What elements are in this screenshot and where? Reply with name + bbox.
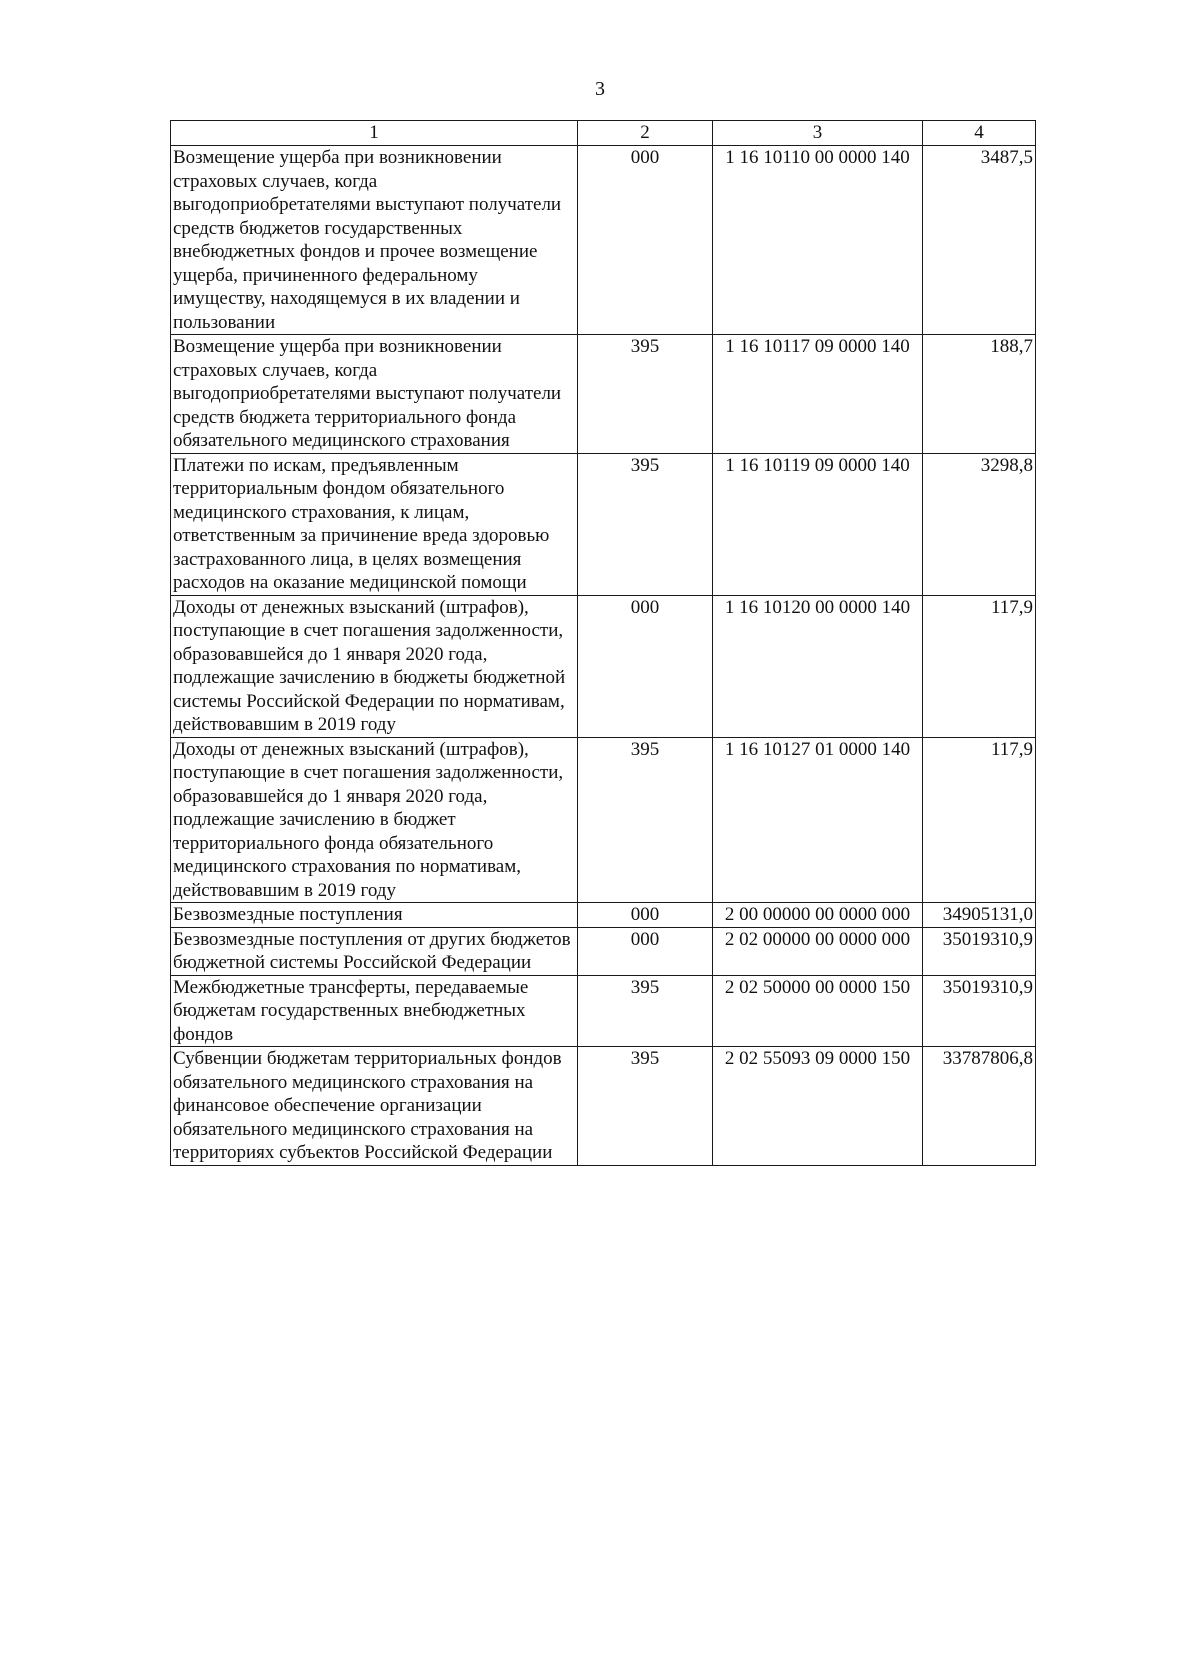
column-header-1: 1 [171,121,578,146]
income-name-cell: Безвозмездные поступления от других бюджетов бюджетной системы Российской Федерации [171,927,578,975]
administrator-code-cell: 000 [578,146,713,335]
amount-cell: 35019310,9 [923,975,1036,1047]
budget-classification-code-cell: 1 16 10120 00 0000 140 [713,595,923,737]
table-row [171,737,1036,903]
table-row [171,335,1036,454]
administrator-code-cell: 000 [578,595,713,737]
administrator-code-cell: 395 [578,1047,713,1166]
income-name-cell: Безвозмездные поступления [171,903,578,928]
table-row [171,1047,1036,1166]
page-number: 3 [595,78,605,100]
table-row [171,903,1036,928]
column-header-4: 4 [923,121,1036,146]
administrator-code-cell: 395 [578,737,713,903]
income-name-cell: Возмещение ущерба при возникновении страховых случаев, когда выгодоприобретателями выступают получатели средств бюджетов государственных внебюджетных фондов и прочее возмещение ущерба, причиненного федеральному имуществу, находящемуся в их владении и пользовании [171,146,578,335]
table-row [171,975,1036,1047]
administrator-code-cell: 395 [578,453,713,595]
budget-classification-code-cell: 1 16 10110 00 0000 140 [713,146,923,335]
amount-cell: 3298,8 [923,453,1036,595]
budget-classification-code-cell: 2 00 00000 00 0000 000 [713,903,923,928]
administrator-code-cell: 395 [578,335,713,454]
income-name-cell: Субвенции бюджетам территориальных фондов обязательного медицинского страхования на финансовое обеспечение организации обязательного медицинского страхования на территориях субъектов Российской Федерации [171,1047,578,1166]
table-row [171,595,1036,737]
table-row [171,927,1036,975]
budget-classification-code-cell: 2 02 50000 00 0000 150 [713,975,923,1047]
column-header-2: 2 [578,121,713,146]
budget-classification-code-cell: 2 02 55093 09 0000 150 [713,1047,923,1166]
budget-classification-code-cell: 1 16 10127 01 0000 140 [713,737,923,903]
column-header-3: 3 [713,121,923,146]
amount-cell: 117,9 [923,595,1036,737]
income-name-cell: Платежи по искам, предъявленным территориальным фондом обязательного медицинского страхования, к лицам, ответственным за причинение вреда здоровью застрахованного лица, в целях возмещения расходов на оказание медицинской помощи [171,453,578,595]
amount-cell: 33787806,8 [923,1047,1036,1166]
income-name-cell: Возмещение ущерба при возникновении страховых случаев, когда выгодоприобретателями выступают получатели средств бюджета территориального фонда обязательного медицинского страхования [171,335,578,454]
income-name-cell: Доходы от денежных взысканий (штрафов), поступающие в счет погашения задолженности, образовавшейся до 1 января 2020 года, подлежащие зачислению в бюджеты бюджетной системы Российской Федерации по нормативам, действовавшим в 2019 году [171,595,578,737]
budget-classification-code-cell: 1 16 10117 09 0000 140 [713,335,923,454]
table-header-row [171,121,1036,146]
amount-cell: 188,7 [923,335,1036,454]
budget-classification-code-cell: 2 02 00000 00 0000 000 [713,927,923,975]
amount-cell: 117,9 [923,737,1036,903]
amount-cell: 34905131,0 [923,903,1036,928]
table-row [171,453,1036,595]
budget-classification-code-cell: 1 16 10119 09 0000 140 [713,453,923,595]
amount-cell: 35019310,9 [923,927,1036,975]
budget-revenue-table [170,120,1036,1166]
administrator-code-cell: 000 [578,927,713,975]
income-name-cell: Межбюджетные трансферты, передаваемые бюджетам государственных внебюджетных фондов [171,975,578,1047]
table-row [171,146,1036,335]
administrator-code-cell: 000 [578,903,713,928]
income-name-cell: Доходы от денежных взысканий (штрафов), поступающие в счет погашения задолженности, образовавшейся до 1 января 2020 года, подлежащие зачислению в бюджет территориального фонда обязательного медицинского страхования по нормативам, действовавшим в 2019 году [171,737,578,903]
amount-cell: 3487,5 [923,146,1036,335]
administrator-code-cell: 395 [578,975,713,1047]
